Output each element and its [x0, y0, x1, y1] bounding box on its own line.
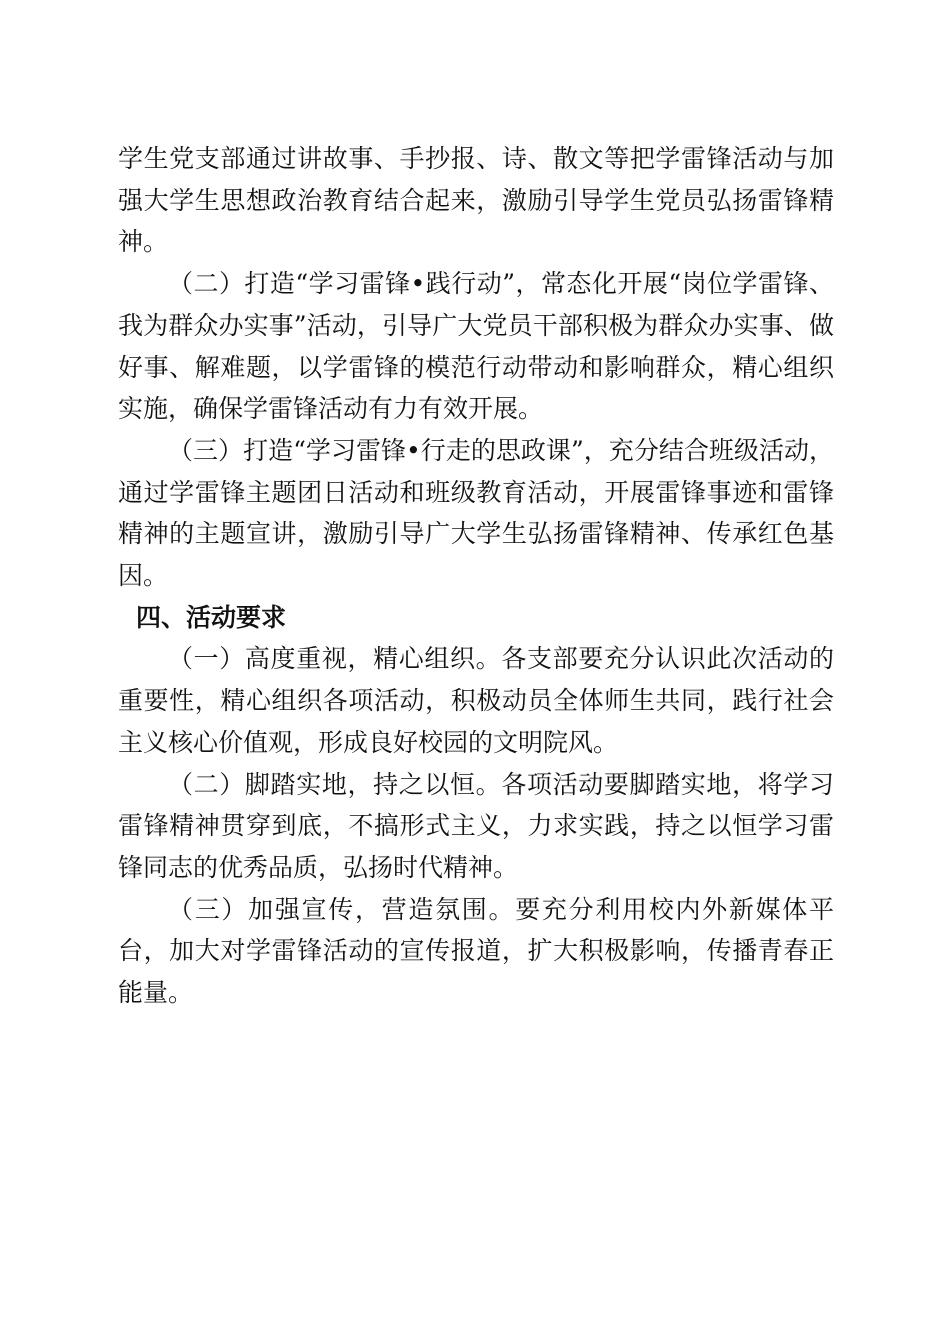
requirement-paragraph-2: （二）脚踏实地，持之以恒。各项活动要脚踏实地，将学习雷锋精神贯穿到底，不搞形式主义，力求实践，持之以恒学习雷锋同志的优秀品质，弘扬时代精神。: [118, 769, 834, 882]
paragraph-item-2: （二）打造“学习雷锋•践行动”，常态化开展“岗位学雷锋、我为群众办实事”活动，引导广大党员干部积极为群众办实事、做好事、解难题，以学雷锋的模范行动带动和影响群众，精心组织实施，确保学雷锋活动有力有效开展。: [118, 269, 834, 424]
document-page: [118, 138, 834, 1014]
paragraph-continued: 学生党支部通过讲故事、手抄报、诗、散文等把学雷锋活动与加强大学生思想政治教育结合起来，激励引导学生党员弘扬雷锋精神。: [118, 144, 834, 257]
requirement-paragraph-3: （三）加强宣传，营造氛围。要充分利用校内外新媒体平台，加大对学雷锋活动的宣传报道，扩大积极影响，传播青春正能量。: [118, 894, 834, 1008]
requirement-paragraph-1: （一）高度重视，精心组织。各支部要充分认识此次活动的重要性，精心组织各项活动，积极动员全体师生共同，践行社会主义核心价值观，形成良好校园的文明院风。: [118, 644, 834, 757]
paragraph-item-3: （三）打造“学习雷锋•行走的思政课”，充分结合班级活动，通过学雷锋主题团日活动和班级教育活动，开展雷锋事迹和雷锋精神的主题宣讲，激励引导广大学生弘扬雷锋精神、传承红色基因。: [118, 435, 834, 591]
section-heading: 四、活动要求: [136, 602, 287, 632]
